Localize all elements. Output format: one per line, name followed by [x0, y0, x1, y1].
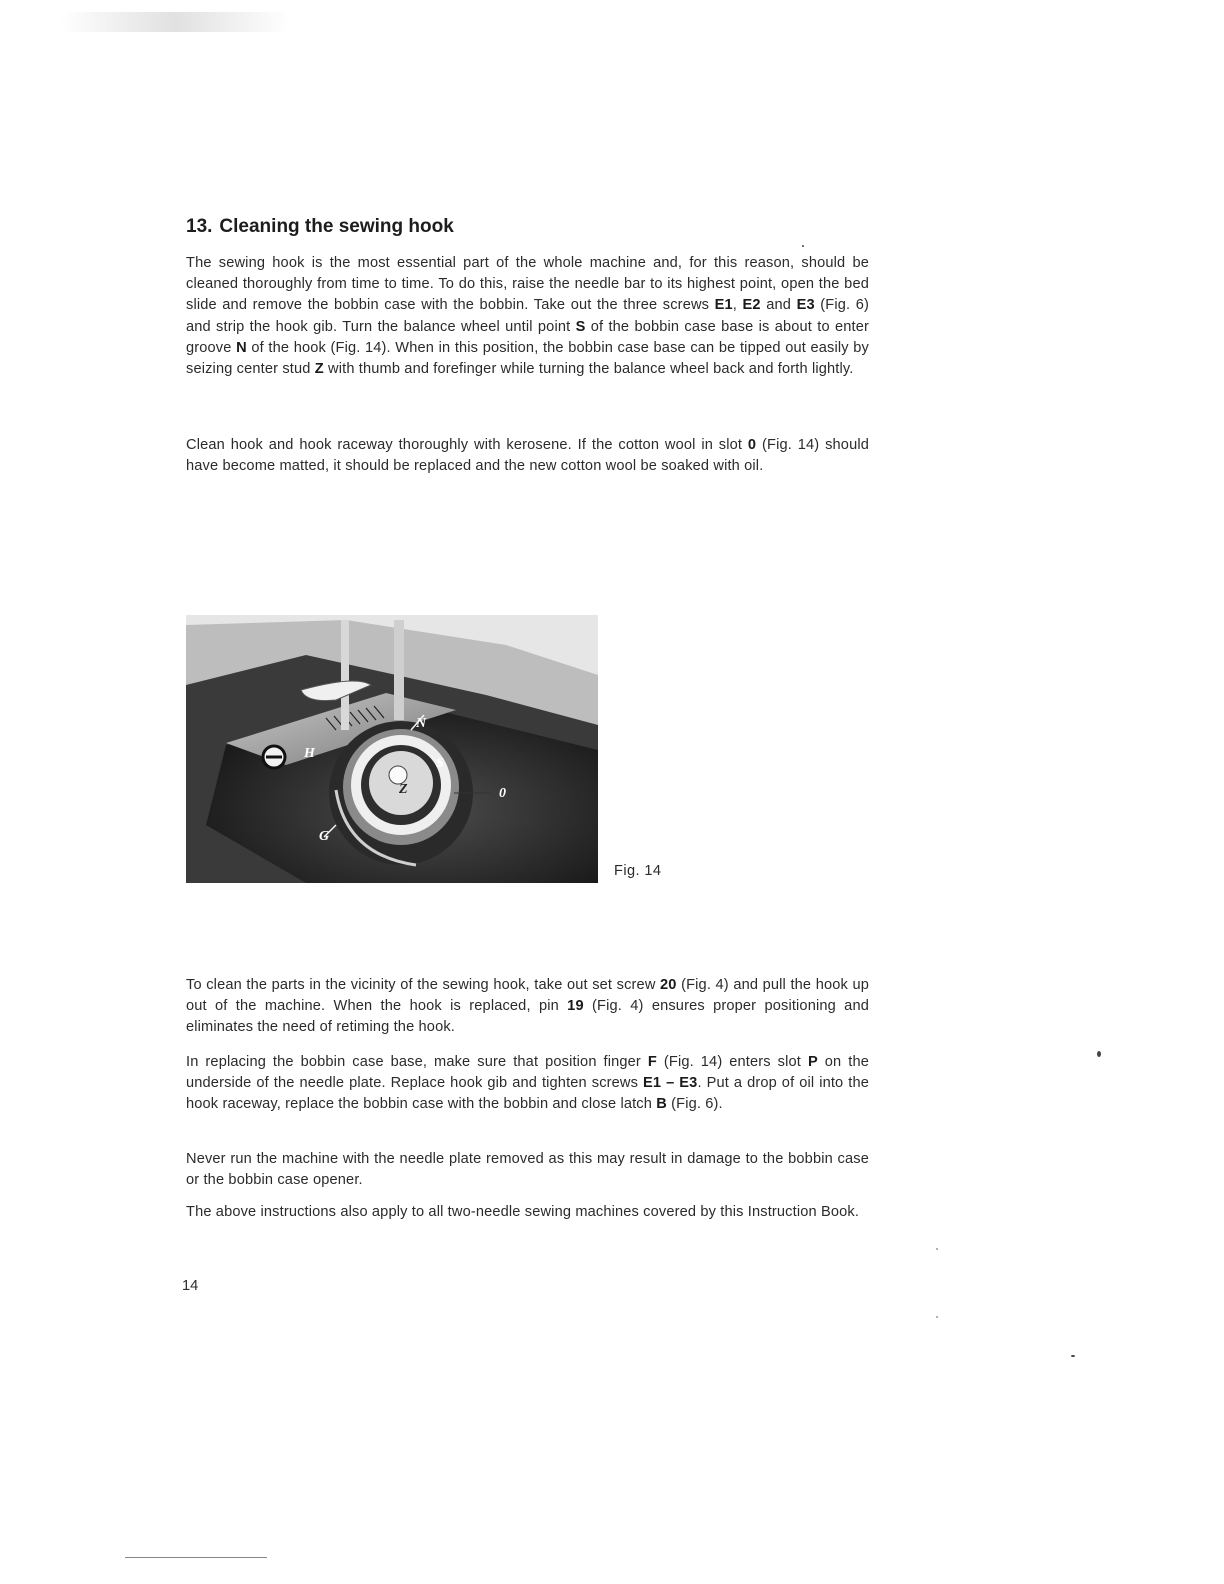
label-h: H — [304, 746, 315, 761]
text-run: (Fig. 6) and strip the hook gib. Turn the balance wheel until point — [186, 297, 869, 335]
text-run: (Fig. 14) enters slot — [656, 1054, 808, 1070]
section-title: Cleaning the sewing hook — [219, 216, 454, 237]
text-run: (Fig. 6). — [666, 1096, 723, 1113]
page-number: 14 — [182, 1278, 199, 1294]
bold-reference: 20 — [660, 977, 677, 993]
text-run: (Fig. 4) ensures proper positioning and eliminates the need of retiming the hook. — [186, 998, 869, 1036]
label-g: G — [319, 829, 330, 844]
text-run: with thumb and forefinger while turning the balance wheel back and forth lightly. — [323, 361, 854, 378]
label-o: 0 — [499, 786, 506, 801]
text-run: The sewing hook is the most essential part of the whole machine and, for this reason, should be cleaned thoroughly from time to time. To do this, raise the needle bar to its highest point, open the bed slide and remove the bobbin case with the bobbin. Take out the three screws — [186, 255, 869, 314]
bold-reference: E1 — [714, 297, 733, 314]
text-run: To clean the parts in the vicinity of the sewing hook, take out set screw — [186, 977, 661, 993]
paragraph-hook-removal — [186, 253, 869, 380]
bold-reference: F — [647, 1054, 657, 1070]
bold-reference: E2 — [742, 297, 761, 314]
bold-reference: 0 — [747, 437, 757, 453]
text-run: of the hook (Fig. 14). When in this position, the bobbin case base can be tipped out easily by seizing center stud — [186, 339, 869, 378]
paragraph-replacing-bobbin-base — [186, 1052, 869, 1116]
scan-artifact-line — [125, 1557, 267, 1558]
text-run: on the underside of the needle plate. Replace hook gib and tighten screws — [186, 1054, 869, 1092]
label-n: N — [416, 716, 427, 731]
scan-speck — [936, 1316, 938, 1318]
bold-reference: B — [656, 1096, 667, 1113]
text-run: (Fig. 4) and pull the hook up out of the machine. When the hook is replaced, pin — [186, 977, 870, 1015]
bold-reference: P — [807, 1054, 818, 1070]
paragraph-cleaning-raceway — [186, 435, 869, 477]
bold-reference: E1 – E3 — [643, 1075, 698, 1092]
scan-speck — [1097, 1051, 1101, 1057]
text-run: The above instructions also apply to all two-needle sewing machines covered by this Instruction Book. — [186, 1204, 860, 1220]
text-run: . Put a drop of oil into the hook raceway, replace the bobbin case with the bobbin and close latch — [186, 1075, 869, 1113]
bold-reference: S — [575, 318, 586, 335]
scan-smudge — [60, 12, 290, 32]
paragraph-warning-needle-plate — [186, 1149, 869, 1191]
text-run: In replacing the bobbin case base, make sure that position finger — [186, 1054, 648, 1070]
bold-reference: N — [236, 339, 247, 356]
text-run: , — [732, 297, 743, 314]
sewing-hook-illustration — [186, 615, 598, 883]
bold-reference: E3 — [796, 297, 815, 314]
text-run: of the bobbin case base is about to enter groove — [186, 318, 869, 356]
scan-speck — [1071, 1355, 1075, 1357]
paragraph-hook-vicinity — [186, 975, 869, 1039]
text-run: (Fig. 14) should have become matted, it should be replaced and the new cotton wool be soaked with oil. — [186, 437, 869, 475]
figure-sewing-hook-photo — [186, 615, 598, 883]
text-run: and — [760, 297, 797, 314]
text-run: Never run the machine with the needle plate removed as this may result in damage to the bobbin case or the bobbin case opener. — [186, 1151, 869, 1189]
scan-speck — [936, 1248, 938, 1250]
bold-reference: 19 — [567, 998, 584, 1015]
label-z: Z — [399, 782, 408, 797]
bold-reference: Z — [314, 361, 324, 378]
label-s: S — [436, 756, 444, 771]
text-run: Clean hook and hook raceway thoroughly with kerosene. If the cotton wool in slot — [186, 437, 748, 453]
section-heading — [186, 216, 454, 238]
paragraph-two-needle-note — [186, 1202, 869, 1223]
scan-speck — [802, 245, 804, 247]
figure-caption: Fig. 14 — [614, 863, 662, 879]
section-number: 13. — [186, 216, 213, 237]
